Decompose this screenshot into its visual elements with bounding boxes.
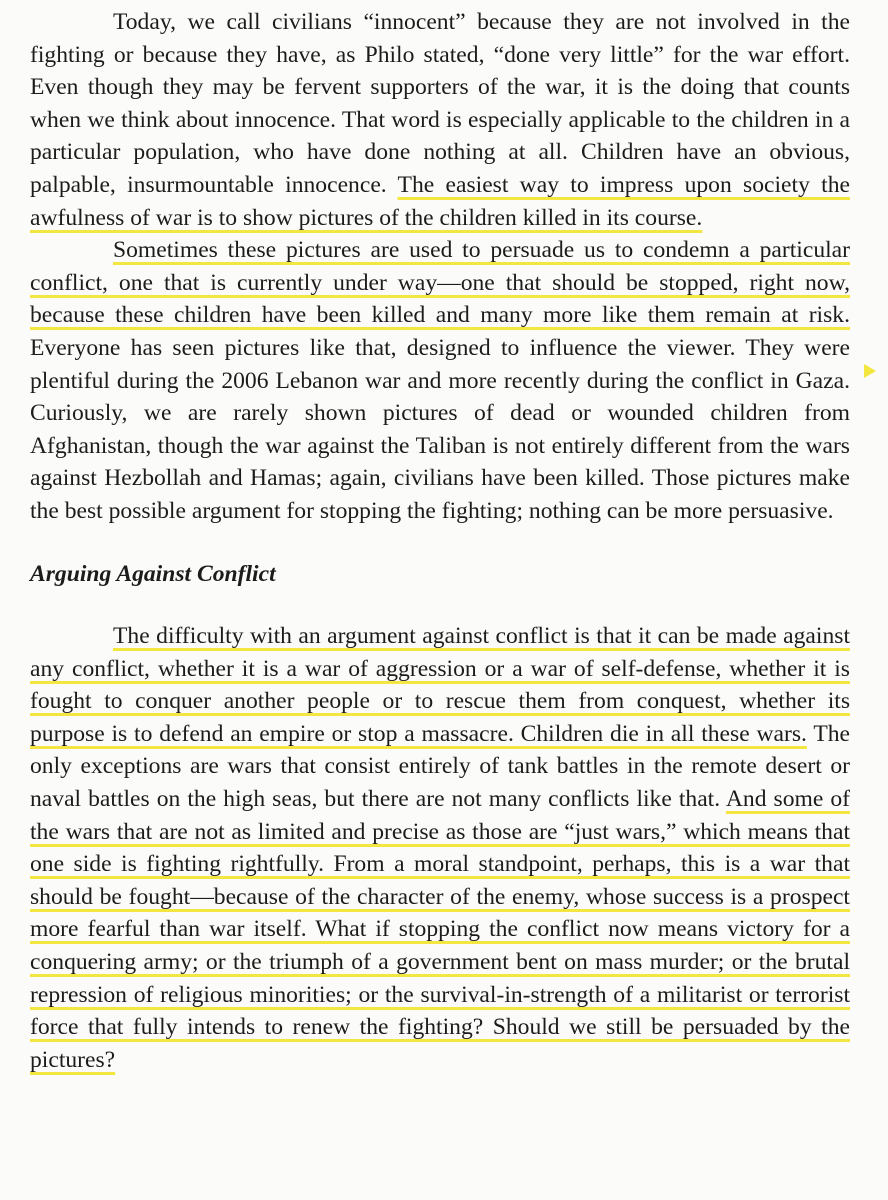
paragraph-innocence-text: Today, we call civilians “innocent” because they are not involved in the fighting or because they have, as Philo stated, “done very little” for the war effort. Even though they may be fervent supporters of the war, it is the doing that counts when we think about innocence. That word is especially applicable to the children in a particular population, who have done nothing at all. Children have an obvious, palpable, insurmountable innocence. — [30, 9, 850, 198]
paragraph-innocence — [30, 6, 850, 234]
highlighted-passage: The difficulty with an argument against conflict is that it can be made against any conflict, whether it is a war of aggression or a war of self-defense, whether it is fought to conquer another people or to rescue them from conquest, whether its purpose is to defend an empire or stop a massacre. Children die in all these wars. — [30, 623, 850, 747]
paragraph-arguing — [30, 620, 850, 1076]
highlight-arrow-icon — [864, 364, 876, 378]
highlighted-passage: And some of the wars that are not as limited and precise as those are “just wars,” which means that one side is fighting rightfully. From a moral standpoint, perhaps, this is a war that should be fought—because of the character of the enemy, whose success is a prospect more fearful than war itself. What if stopping the conflict now means victory for a conquering army; or the triumph of a government bent on mass murder; or the brutal repression of religious minorities; or the survival-in-strength of a militarist or terrorist force that fully intends to renew the fighting? Should we still be persuaded by the pictures? — [30, 786, 850, 1073]
highlighted-passage: Sometimes these pictures are used to persuade us to condemn a particular conflict, one that is currently under way—one that should be stopped, right now, because these children have been killed and many more like them remain at risk. — [30, 237, 850, 329]
section-heading: Arguing Against Conflict — [30, 560, 276, 587]
paragraph-arguing-text: The only exceptions are wars that consist entirely of tank battles in the remote desert or naval battles on the high seas, but there are not many conflicts like that. — [30, 720, 850, 813]
paragraph-pictures-text: Everyone has seen pictures like that, designed to influence the viewer. They were plentiful during the 2006 Lebanon war and more recently during the conflict in Gaza. Curiously, we are rarely shown pictures of dead or wounded children from Afghanistan, though the war against the Taliban is not entirely different from the wars against Hezbollah and Hamas; again, civilians have been killed. Those pictures make the best possible argument for stopping the fighting; nothing can be more persuasive. — [30, 334, 850, 524]
highlighted-passage: The easiest way to impress upon society the awfulness of war is to show pictures of the children killed in its course. — [30, 171, 850, 231]
paragraph-pictures — [30, 234, 850, 527]
